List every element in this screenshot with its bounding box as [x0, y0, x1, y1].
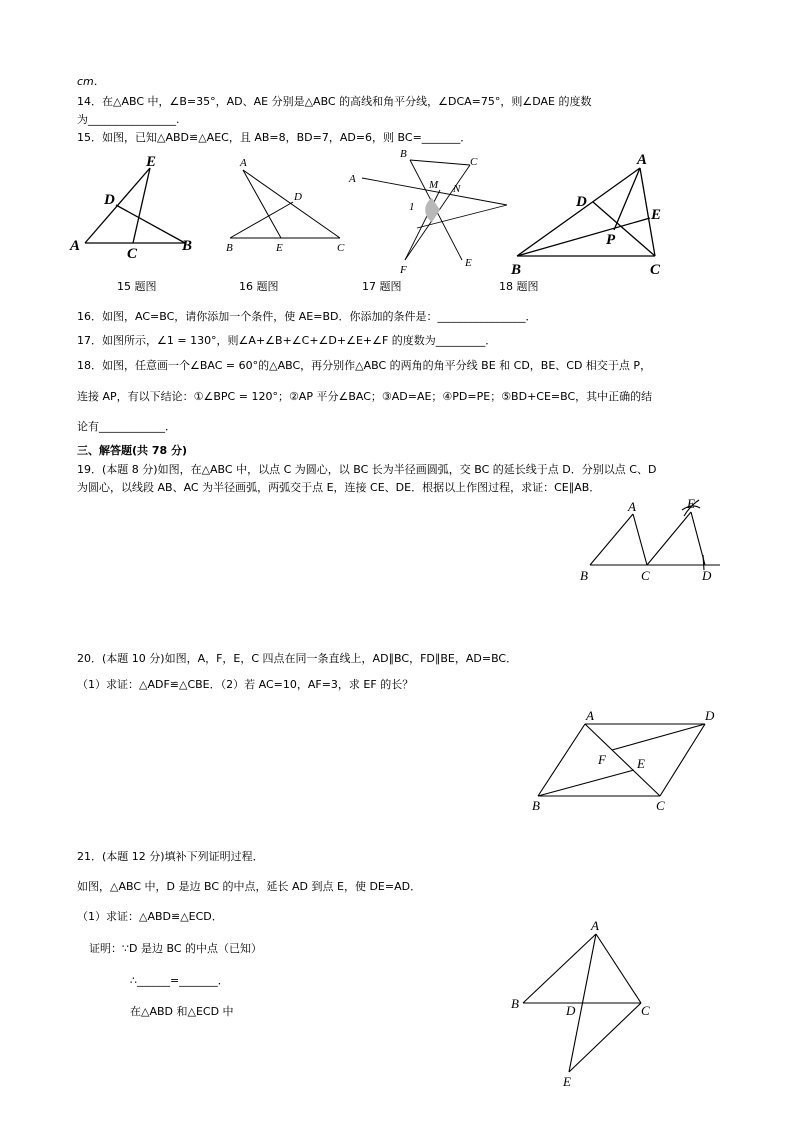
- caption-18: 18 题图: [499, 280, 539, 293]
- q14-line1: 14．在△ABC 中，∠B=35°，AD、AE 分别是△ABC 的高线和角平分线，∠DCA=75°，则∠DAE 的度数: [77, 95, 592, 108]
- f18-label-E: E: [651, 207, 662, 223]
- f15-label-E: E: [146, 154, 157, 170]
- caption-15: 15 题图: [117, 280, 157, 293]
- q19-line2: 为圆心，以线段 AB、AC 为半径画弧，两弧交于点 E，连接 CE、DE．根据以上作图过程，求证：CE∥AB．: [77, 481, 601, 494]
- f18-label-D: D: [576, 194, 587, 210]
- f16-label-A: A: [240, 157, 247, 169]
- f20-label-A: A: [586, 708, 594, 723]
- f18-label-B: B: [511, 262, 522, 278]
- f18-label-C: C: [650, 262, 661, 278]
- q20-line2: （1）求证：△ADF≌△CBE．（2）若 AC=10，AF=3，求 EF 的长？: [77, 678, 414, 691]
- q14-line2: 为________________.: [77, 113, 180, 126]
- f17-label-C: C: [470, 156, 478, 168]
- f20-label-D: D: [705, 708, 715, 723]
- caption-16: 16 题图: [239, 280, 279, 293]
- f21-label-C: C: [641, 1003, 650, 1018]
- f15-label-C: C: [127, 246, 138, 262]
- q18-line2: 连接 AP，有以下结论：①∠BPC = 120°；②AP 平分∠BAC；③AD=AE；④PD=PE；⑤BD+CE=BC，其中正确的结: [77, 390, 653, 403]
- f16-label-D: D: [294, 191, 302, 203]
- f20-label-C: C: [656, 798, 665, 813]
- f19-label-E: E: [687, 496, 695, 511]
- f17-label-A: A: [349, 173, 356, 185]
- f21-label-D: D: [566, 1003, 576, 1018]
- q21-line5: ∴______=_______．: [130, 974, 229, 987]
- f15-label-A: A: [70, 238, 81, 254]
- f19-label-A: A: [628, 499, 636, 514]
- f20-label-F: F: [598, 752, 606, 767]
- q18-line1: 18．如图，任意画一个∠BAC = 60°的△ABC，再分别作△ABC 的两角的角平分线 BE 和 CD，BE、CD 相交于点 P，: [77, 359, 652, 372]
- section3-title: 三、解答题(共 78 分): [77, 444, 188, 457]
- f21-label-A: A: [591, 918, 599, 933]
- q21-line1: 21．(本题 12 分)填补下列证明过程．: [77, 850, 264, 863]
- caption-17: 17 题图: [362, 280, 402, 293]
- q20-line1: 20．(本题 10 分)如图，A，F，E，C 四点在同一条直线上，AD∥BC，FD∥BE，AD=BC．: [77, 652, 518, 665]
- f17-label-1: 1: [409, 201, 415, 213]
- f17-label-B: B: [400, 148, 407, 160]
- f21-label-E: E: [563, 1074, 571, 1089]
- f17-label-E: E: [465, 257, 472, 269]
- q21-line2: 如图，△ABC 中，D 是边 BC 的中点，延长 AD 到点 E，使 DE=AD．: [77, 880, 422, 893]
- f16-label-E: E: [276, 242, 283, 254]
- f17-label-F: F: [400, 264, 407, 276]
- f16-label-B: B: [226, 242, 233, 254]
- q13-tail: cm．: [77, 75, 105, 88]
- f18-label-P: P: [606, 232, 616, 248]
- f20-label-B: B: [532, 798, 540, 813]
- q15-text: 15．如图，已知△ABD≌△AEC，且 AB=8，BD=7，AD=6，则 BC=_______．: [77, 131, 472, 144]
- f19-label-C: C: [641, 568, 650, 583]
- f15-label-D: D: [104, 192, 115, 208]
- f18-label-A: A: [637, 152, 648, 168]
- f17-label-N: N: [453, 183, 461, 195]
- f16-label-C: C: [337, 242, 345, 254]
- q21-line4: 证明：∵D 是边 BC 的中点（已知）: [89, 942, 262, 955]
- q21-line3: （1）求证：△ABD≌△ECD．: [77, 910, 223, 923]
- q18-line3: 论有____________．: [77, 420, 176, 433]
- q19-line1: 19．(本题 8 分)如图，在△ABC 中，以点 C 为圆心，以 BC 长为半径画圆弧，交 BC 的延长线于点 D．分别以点 C、D: [77, 463, 657, 476]
- f19-label-B: B: [580, 568, 588, 583]
- f15-label-B: B: [182, 238, 193, 254]
- f19-label-D: D: [702, 568, 712, 583]
- q21-line6: 在△ABD 和△ECD 中: [130, 1005, 234, 1018]
- f17-label-M: M: [429, 179, 439, 191]
- f20-label-E: E: [637, 756, 645, 771]
- f21-label-B: B: [511, 996, 519, 1011]
- q17-text: 17．如图所示，∠1 = 130°，则∠A+∠B+∠C+∠D+∠E+∠F 的度数为_________．: [77, 334, 497, 347]
- q16-text: 16．如图，AC=BC，请你添加一个条件，使 AE=BD．你添加的条件是：________________．: [77, 310, 537, 323]
